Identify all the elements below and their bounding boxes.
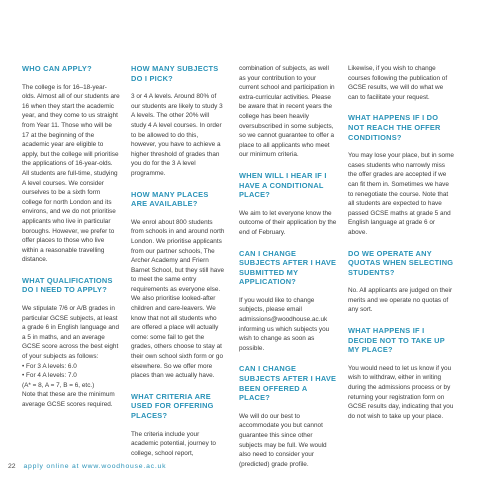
paragraph-change-subjects-submitted: If you would like to change subjects, please email admissions@woodhouse.ac.uk informing us which subjects you wish to change as soon as possible. [239,296,330,352]
heading-qualifications: WHAT QUALIFICATIONS DO I NEED TO APPLY? [22,275,113,295]
paragraph-qualifications: We stipulate 7/6 or A/B grades in particular GCSE subjects, at least a grade 6 in English language and a 5 in maths, and an average GCSE score across the best eight of your subjects as follows: [22,305,120,361]
heading-decline-place: WHAT HAPPENS IF I DECIDE NOT TO TAKE UP MY PLACE? [348,326,445,355]
paragraph-minimum-note: Note that these are the minimum average GCSE scores required. [22,391,115,408]
page-number: 22 [8,463,16,470]
paragraph-criteria-continued: combination of subjects, as well as your contribution to your current school and participation in extra-curricular activities. Please be aware that in recent years the college has been heavily oversubscribed in some subjects, so we cannot guarantee to offer a place to all applicants who meet our minimum criteria. [239,65,335,159]
paragraph-quotas: No. All applicants are judged on their merits and we operate no quotas of any sort. [348,287,453,314]
paragraph-conditional-place: We aim to let everyone know the outcome of their application by the end of February. [239,209,337,236]
heading-how-many-subjects: HOW MANY SUBJECTS DO I PICK? [131,64,219,83]
heading-places-available: HOW MANY PLACES ARE AVAILABLE? [131,189,209,209]
list-item: (A* = 8, A = 7, B = 6, etc.) [22,381,95,389]
list-item: • For 4 A levels: 7.0 [22,372,77,380]
heading-who-can-apply: WHO CAN APPLY? [22,64,92,73]
paragraph-decline-place: You would need to let us know if you wish to withdraw, either in writing during the admissions process or by returning your registration form on GCSE results day, indicating that you do not wish to take up your place. [348,364,454,420]
column-4 [348,64,454,421]
page-footer [8,462,166,472]
paragraph-criteria: The criteria include your academic potential, journey to college, school report, [131,430,216,457]
heading-change-subjects-submitted: CAN I CHANGE SUBJECTS AFTER I HAVE SUBMITTED MY APPLICATION? [239,248,337,287]
paragraph-change-courses: Likewise, if you wish to change courses following the publication of GCSE results, we will do what we can to facilitate your request. [348,65,448,101]
heading-offer-conditions: WHAT HAPPENS IF I DO NOT REACH THE OFFER CONDITIONS? [348,113,441,142]
paragraph-how-many-subjects: 3 or 4 A levels. Around 80% of our students are likely to study 3 A levels. The other 20% will study 4 A level courses. In order to be allowed to do this, however, you have to achieve a higher threshold of grades than you do for the 3 A level programme. [131,93,223,177]
gcse-score-list [22,362,120,391]
paragraph-change-subjects-offered: We will do our best to accommodate you but cannot guarantee this since other subjects may be full. We would also need to consider your (predicted) grade profile. [239,412,327,468]
paragraph-offer-conditions: You may lose your place, but in some cases students who narrowly miss the offer grades are accepted if we can fit them in. Sometimes we have to renegotiate the course. Note that all students are expected to have passed GCSE maths at grade 5 and English language at grade 6 or above. [348,152,454,236]
column-1 [22,64,120,410]
apply-online-link[interactable]: apply online at www.woodhouse.ac.uk [23,463,167,470]
paragraph-places-available: We enrol about 800 students from schools in and around north London. We prioritise applicants from our partner schools, The Archer Academy and Friern Barnet School, but they still have to meet the same entry requirements as everyone else. We also prioritise looked-after children and care-leavers. We know that not all students who are offered a place will actually come: some fail to get the grades, others choose to stay at their own school sixth form or go elsewhere. So we offer more places than we actually have. [131,218,225,380]
heading-conditional-place: WHEN WILL I HEAR IF I HAVE A CONDITIONAL PLACE? [239,170,327,200]
list-item: • For 3 A levels: 6.0 [22,362,77,370]
paragraph-who-can-apply: The college is for 16–18-year-olds. Almost all of our students are 16 when they start the academic year, and they come to us straight from Year 11. Those who will be 17 at the beginning of the academic year are eligible to apply, but the college will prioritise the applications of 16-year-olds. All students are full-time, studying A level courses. We consider ourselves to be a sixth form college for north London and its environs, and we do not prioritise applicants who live in particular boroughs. However, we prefer to offer places to those who live within a reasonable travelling distance. [22,83,120,264]
column-3 [239,64,337,469]
heading-criteria: WHAT CRITERIA ARE USED FOR OFFERING PLACES? [131,391,214,420]
column-2 [131,64,225,458]
heading-quotas: DO WE OPERATE ANY QUOTAS WHEN SELECTING STUDENTS? [348,248,454,277]
heading-change-subjects-offered: CAN I CHANGE SUBJECTS AFTER I HAVE BEEN OFFERED A PLACE? [239,364,337,403]
